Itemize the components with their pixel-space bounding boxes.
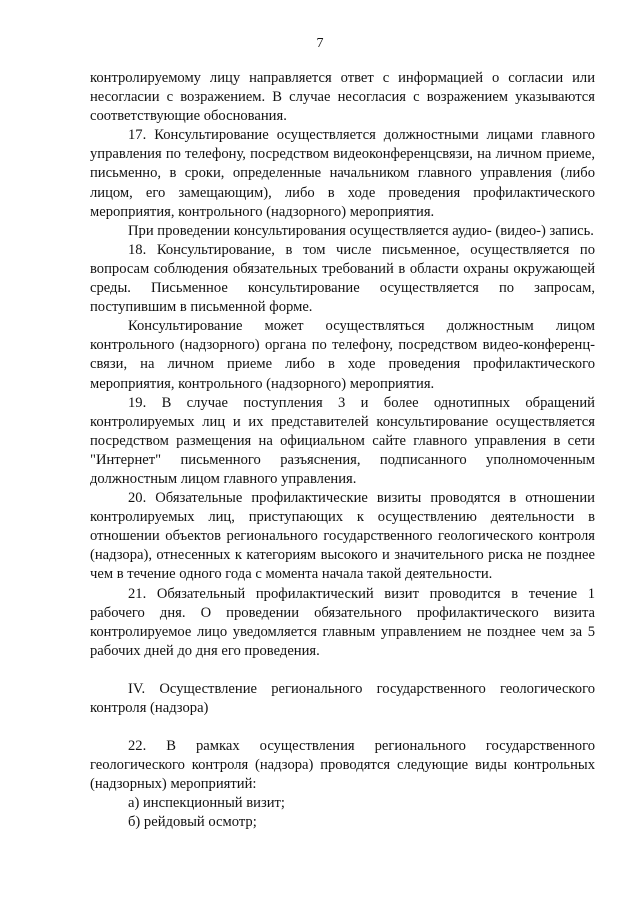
- paragraph-22: 22. В рамках осуществления регионального государственного геологического контроля (надзора) проводятся следующие виды контрольных (надзорных) мероприятий:: [90, 738, 595, 793]
- document-body: [90, 69, 595, 833]
- paragraph-19: 19. В случае поступления 3 и более однотипных обращений контролируемых лиц и их представителей консультирование осуществляется посредством размещения на официальном сайте главного управления в сети "Интернет" письменного разъяснения, подписанного уполномоченным должностным лицом главного управления.: [90, 394, 595, 487]
- paragraph-18: 18. Консультирование, в том числе письменное, осуществляется по вопросам соблюдения обязательных требований в области охраны окружающей среды. Письменное консультирование осуществляется по запросам, поступившим в письменной форме.: [90, 241, 595, 316]
- paragraph-consulting-channels: Консультирование может осуществляться должностным лицом контрольного (надзорного) органа по телефону, посредством видео-конференц-связи, на личном приеме либо в ходе проведения профилактического мероприятия, контрольного (надзорного) мероприятия.: [90, 318, 595, 392]
- paragraph-21: 21. Обязательный профилактический визит проводится в течение 1 рабочего дня. О проведении обязательного профилактического визита контролируемое лицо уведомляется главным управлением не позднее чем за 5 рабочих дней до дня его проведения.: [90, 585, 595, 659]
- paragraph-17: 17. Консультирование осуществляется должностными лицами главного управления по телефону, посредством видеоконференцсвязи, на личном приеме, письменно, в сроки, определенные начальником главного управления (либо лицом, его замещающим), либо в ходе проведения профилактического мероприятия, контрольного (надзорного) мероприятия.: [90, 127, 595, 220]
- list-item-raid-inspection: б) рейдовый осмотр;: [128, 814, 257, 831]
- page-number: 7: [316, 36, 324, 51]
- list-item-inspection-visit: а) инспекционный визит;: [128, 795, 285, 812]
- paragraph-continuation: контролируемому лицу направляется ответ с информацией о согласии или несогласии с возражением. В случае несогласия с возражением указываются соответствующие обоснования.: [90, 70, 595, 125]
- paragraph-20: 20. Обязательные профилактические визиты проводятся в отношении контролируемых лиц, приступающих к осуществлению деятельности в отношении объектов регионального государственного геологического контроля (надзора), отнесенных к категориям высокого и значительного риска не позднее чем в течение одного года с момента начала такой деятельности.: [90, 490, 595, 583]
- paragraph-recording-note: При проведении консультирования осуществляется аудио- (видео-) запись.: [128, 222, 594, 239]
- section-heading: IV. Осуществление регионального государственного геологического контроля (надзора): [90, 680, 595, 716]
